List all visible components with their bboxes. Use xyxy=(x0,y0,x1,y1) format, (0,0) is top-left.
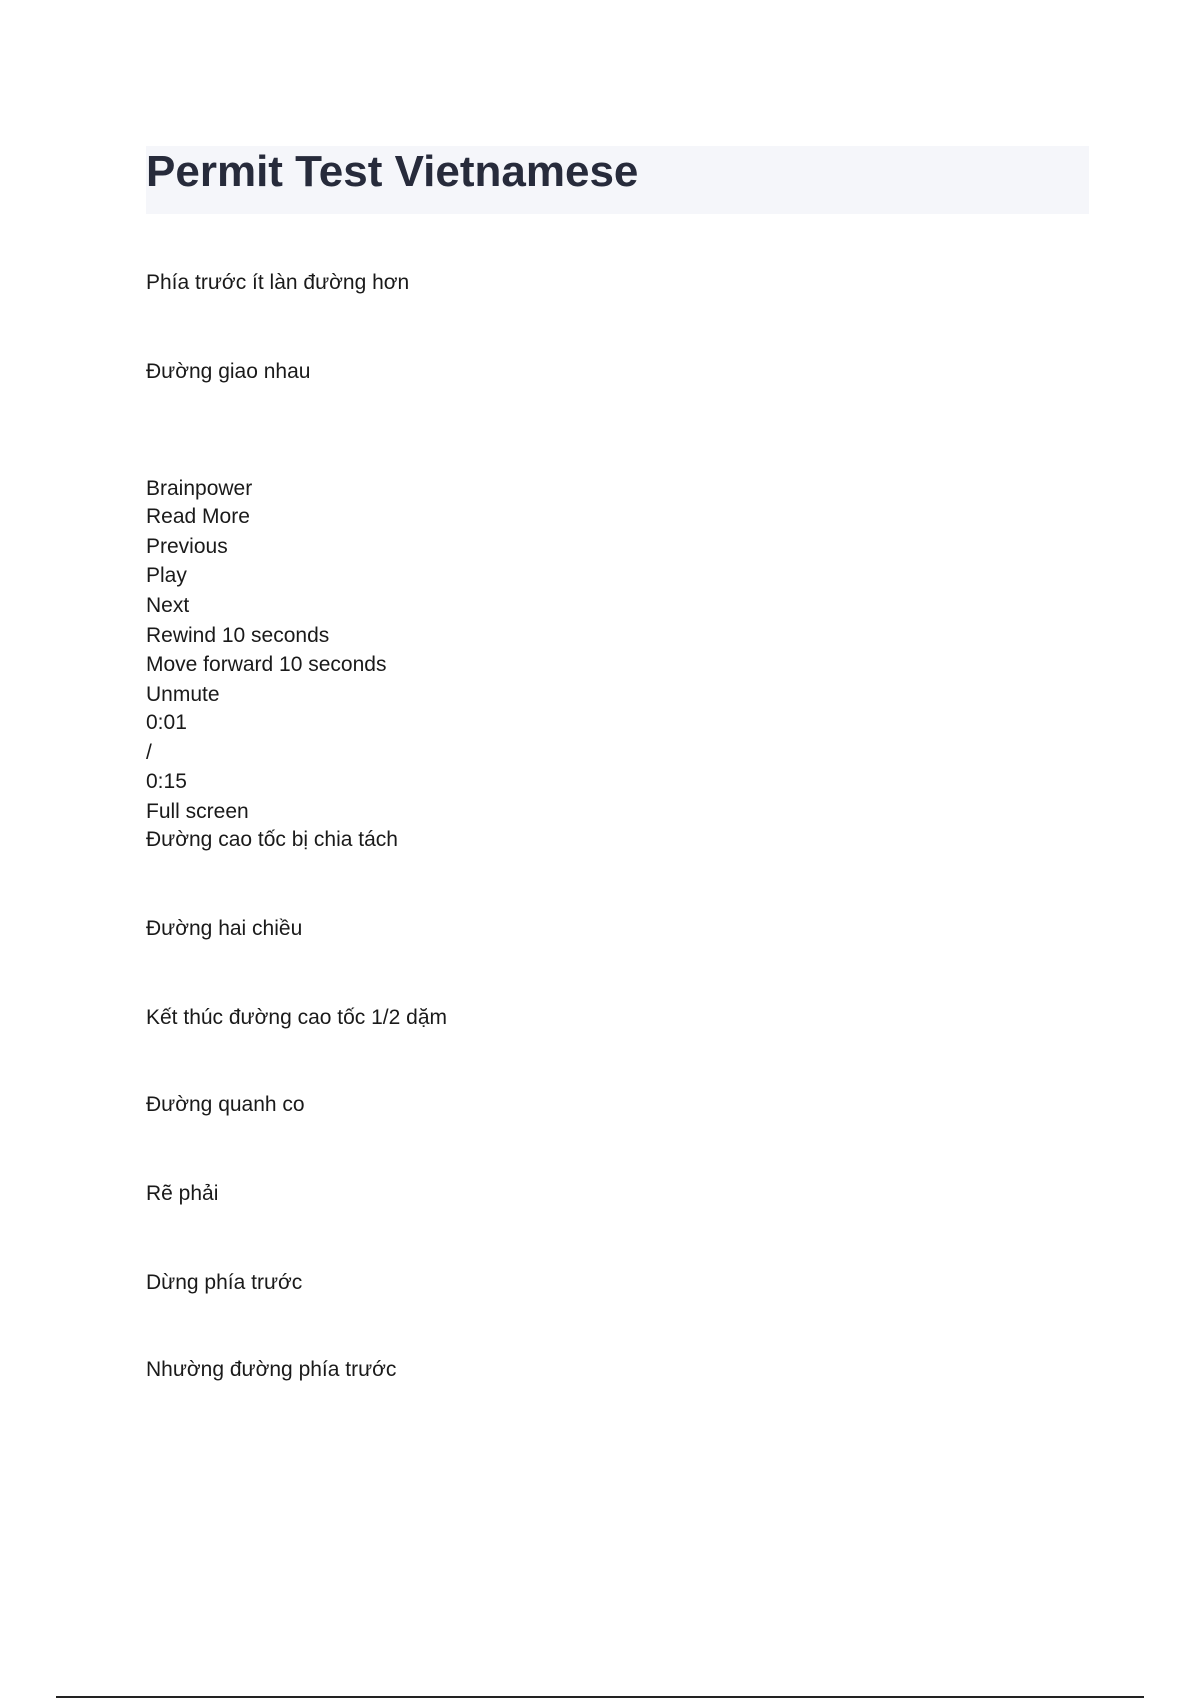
text-line: Dừng phía trước xyxy=(146,1271,303,1294)
text-line: Next xyxy=(146,594,190,617)
text-line: Unmute xyxy=(146,683,220,706)
text-line: Rẽ phải xyxy=(146,1182,219,1205)
text-line: / xyxy=(146,741,152,764)
text-line: Phía trước ít làn đường hơn xyxy=(146,271,410,294)
text-line: 0:15 xyxy=(146,770,187,793)
text-line: Full screen xyxy=(146,800,249,823)
bottom-divider xyxy=(56,1696,1144,1698)
text-line: Đường hai chiều xyxy=(146,917,303,940)
text-line: Đường quanh co xyxy=(146,1093,305,1116)
text-line: Brainpower xyxy=(146,477,253,500)
page-title: Permit Test Vietnamese xyxy=(146,147,639,196)
text-line: Previous xyxy=(146,535,228,558)
text-line: Read More xyxy=(146,505,250,528)
text-line: 0:01 xyxy=(146,711,187,734)
text-line: Play xyxy=(146,564,187,587)
text-line: Move forward 10 seconds xyxy=(146,653,387,676)
text-line: Đường cao tốc bị chia tách xyxy=(146,828,398,851)
text-line: Kết thúc đường cao tốc 1/2 dặm xyxy=(146,1006,448,1029)
text-line: Nhường đường phía trước xyxy=(146,1358,397,1381)
text-line: Đường giao nhau xyxy=(146,360,311,383)
text-line: Rewind 10 seconds xyxy=(146,624,330,647)
